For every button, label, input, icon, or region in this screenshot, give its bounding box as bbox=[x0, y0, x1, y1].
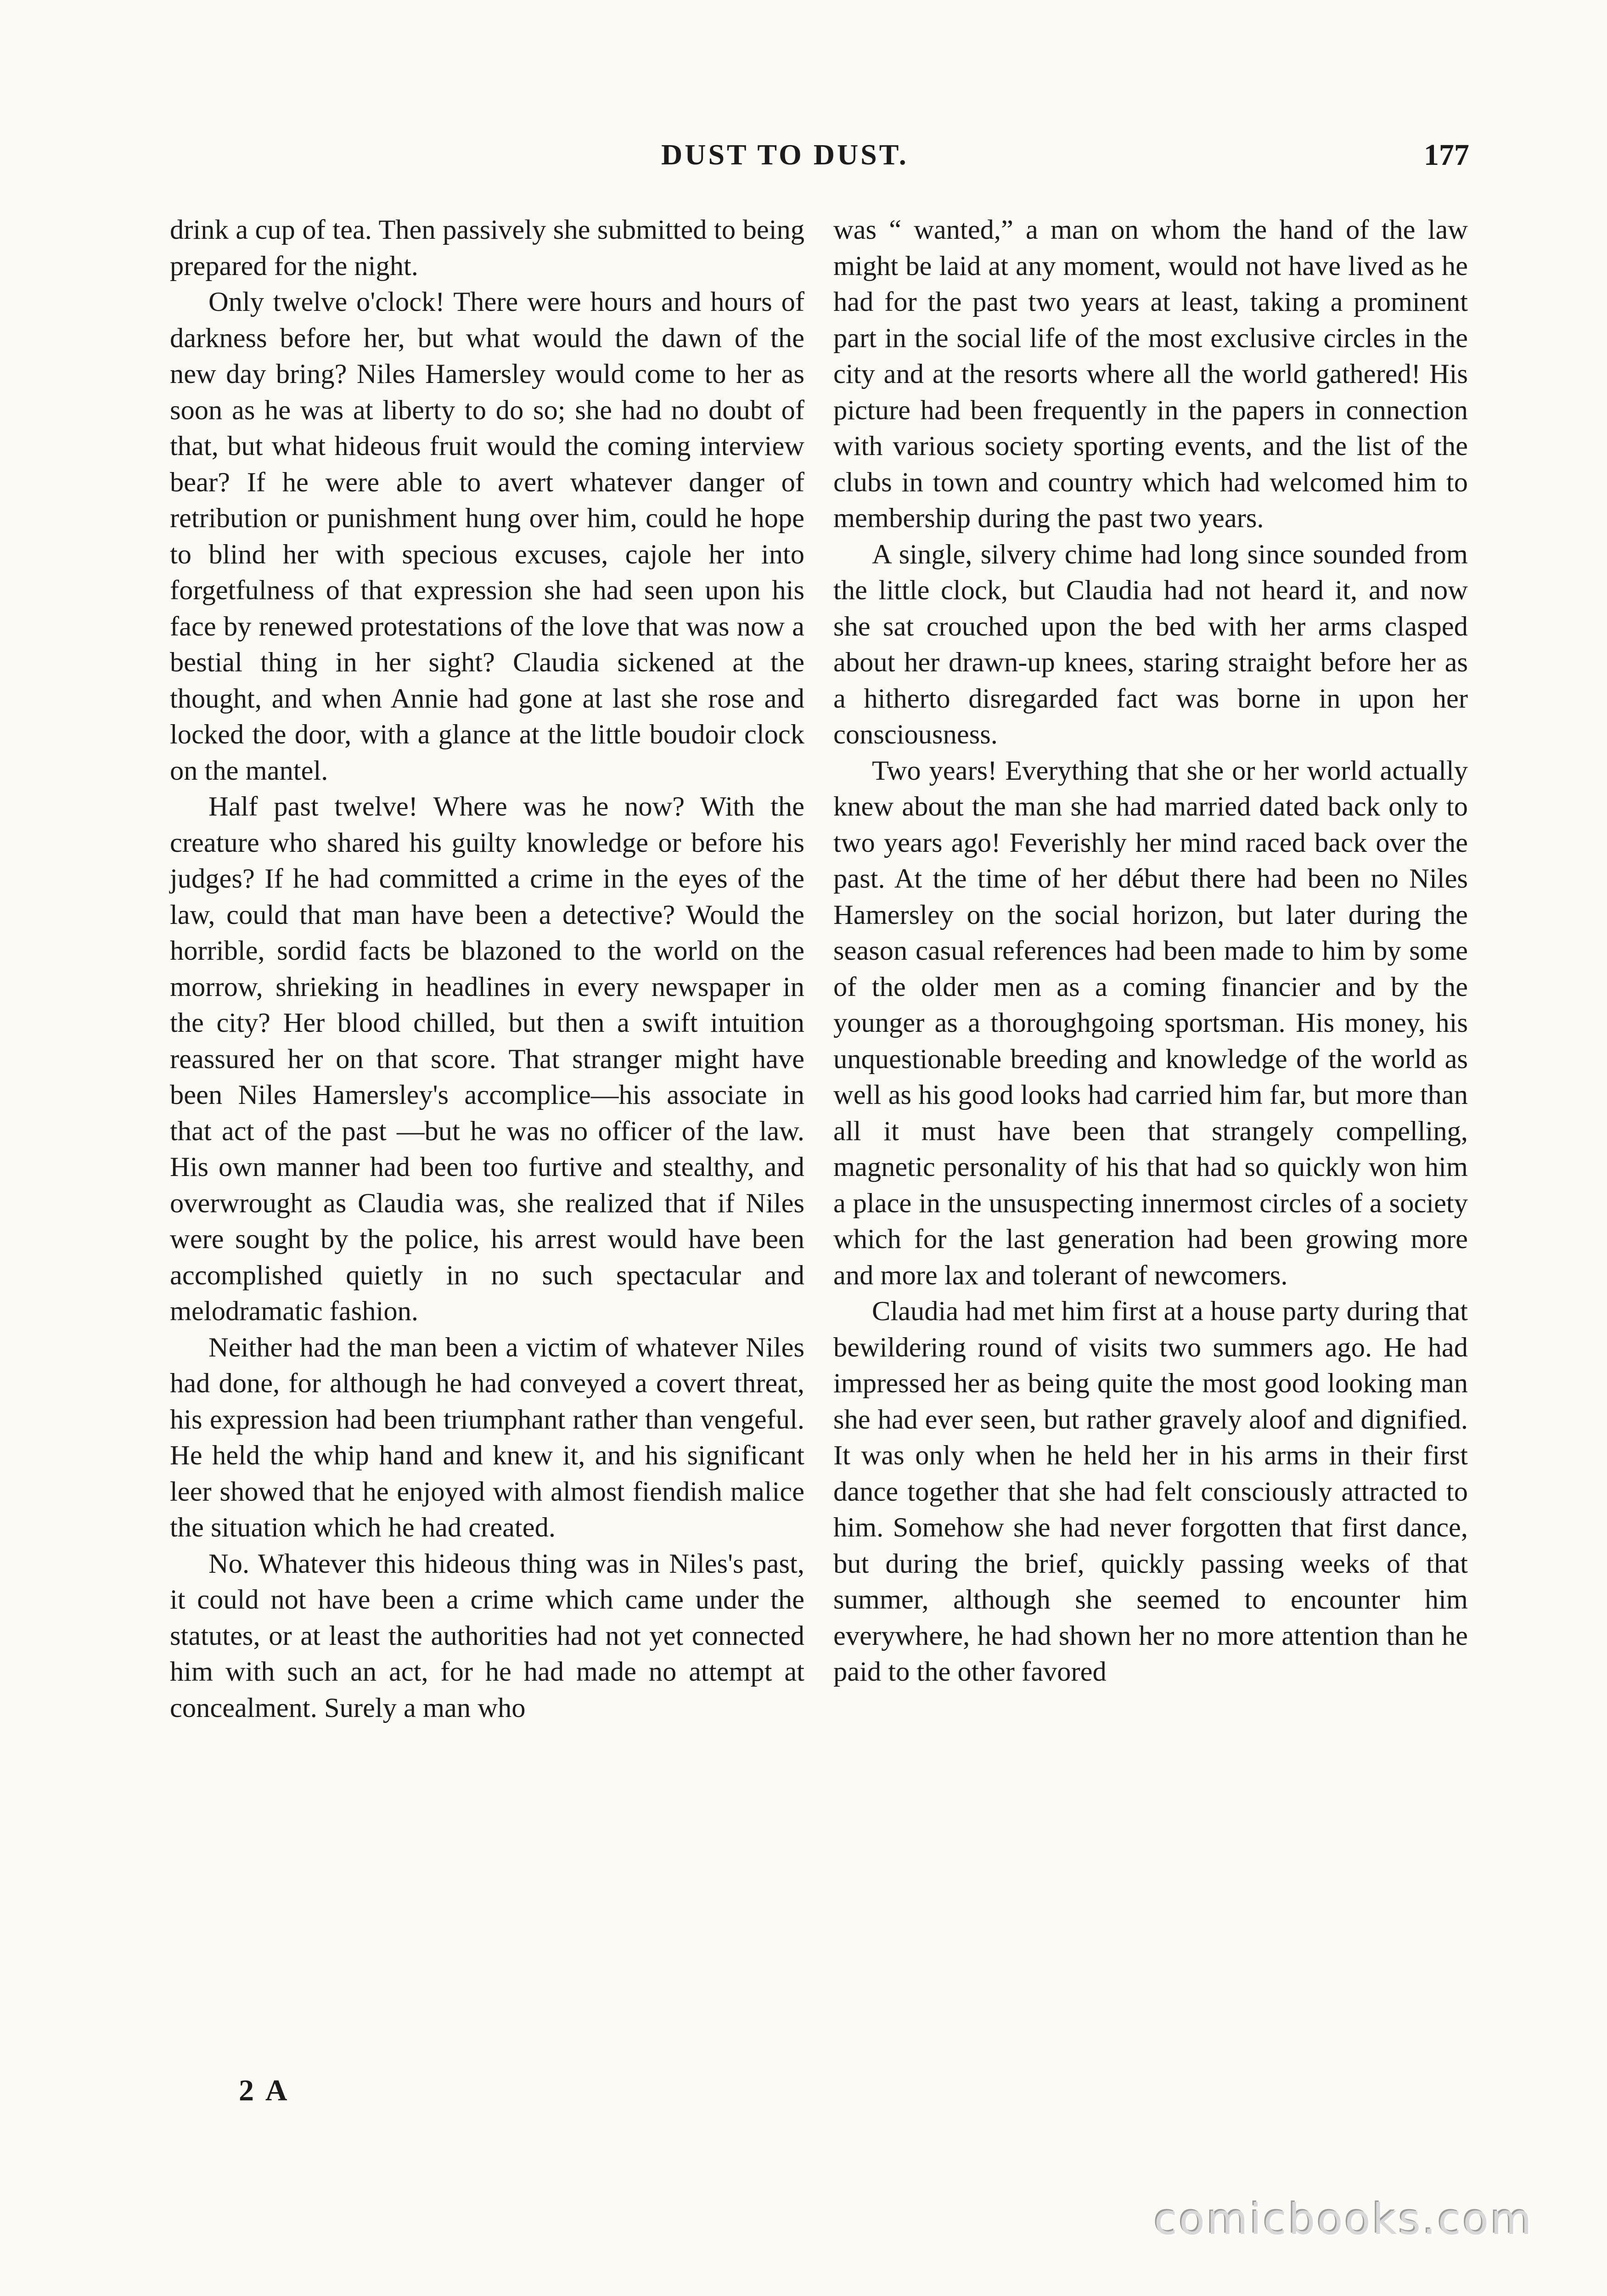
left-column bbox=[170, 212, 804, 1726]
page-header bbox=[661, 138, 1469, 193]
printer-signature-mark: 2 A bbox=[239, 2074, 290, 2107]
paragraph: No. Whatever this hideous thing was in Niles's past, it could not have been a crime which came under the statutes, or at least the authorities had not yet connected him with such an act, for he had made no attempt at concealment. Surely a man who bbox=[170, 1548, 804, 1723]
paragraph: Two years! Everything that she or her world actually knew about the man she had married dated back only to two years ago! Feverishly her mind raced back over the past. At the time of her début there had been no Niles Hamersley on the social horizon, but later during the season casual references had been made to him by some of the older men as a coming financier and by the younger as a thoroughgoing sportsman. His money, his unquestionable breeding and knowledge of the world as well as his good looks had carried him far, but more than all it must have been that strangely compelling, magnetic personality of his that had so quickly won him a place in the unsuspecting innermost circles of a society which for the last generation had been growing more and more lax and tolerant of newcomers. bbox=[833, 755, 1468, 1291]
right-column bbox=[833, 212, 1468, 1690]
page-number: 177 bbox=[1424, 138, 1469, 172]
paragraph: Neither had the man been a victim of whatever Niles had done, for although he had conveyed a covert threat, his expression had been triumphant rather than vengeful. He held the whip hand and knew it, and his significant leer showed that he enjoyed with almost fiendish malice the situation which he had created. bbox=[170, 1332, 804, 1543]
paragraph: Claudia had met him first at a house party during that bewildering round of visits two summers ago. He had impressed her as being quite the most good looking man she had ever seen, but rather gravely aloof and dignified. It was only when he held her in his arms in their first dance together that she had felt consciously attracted to him. Somehow she had never forgotten that first dance, but during the brief, quickly passing weeks of that summer, although she seemed to encounter him everywhere, he had shown her no more attention than he paid to the other favored bbox=[833, 1296, 1468, 1687]
source-watermark: comicbooks.com bbox=[1154, 2195, 1534, 2244]
paragraph: Only twelve o'clock! There were hours and hours of darkness before her, but what would the dawn of the new day bring? Niles Hamersley would come to her as soon as he was at liberty to do so; she had no doubt of that, but what hideous fruit would the coming interview bear? If he were able to avert whatever danger of retribution or punishment hung over him, could he hope to blind her with specious excuses, cajole her into forgetfulness of that expression she had seen upon his face by renewed protestations of the love that was now a bestial thing in her sight? Claudia sickened at the thought, and when Annie had gone at last she rose and locked the door, with a glance at the little boudoir clock on the mantel. bbox=[170, 287, 804, 786]
paragraph: was “ wanted,” a man on whom the hand of the law might be laid at any moment, would not have lived as he had for the past two years at least, taking a prominent part in the social life of the most exclusive circles in the city and at the resorts where all the world gathered! His picture had been frequently in the papers in connection with various society sporting events, and the list of the clubs in town and country which had welcomed him to membership during the past two years. bbox=[833, 214, 1468, 534]
paragraph: A single, silvery chime had long since sounded from the little clock, but Claudia had not heard it, and now she sat crouched upon the bed with her arms clasped about her drawn-up knees, staring straight before her as a hitherto disregarded fact was borne in upon her consciousness. bbox=[833, 539, 1468, 750]
running-head: DUST TO DUST. bbox=[661, 138, 909, 171]
paragraph: drink a cup of tea. Then passively she submitted to being prepared for the night. bbox=[170, 214, 804, 281]
paragraph: Half past twelve! Where was he now? With the creature who shared his guilty knowledge or before his judges? If he had committed a crime in the eyes of the law, could that man have been a detective? Would the horrible, sordid facts be blazoned to the world on the morrow, shrieking in headlines in every newspaper in the city? Her blood chilled, but then a swift intuition reassured her on that score. That stranger might have been Niles Hamersley's accomplice—his associate in that act of the past —but he was no officer of the law. His own manner had been too furtive and stealthy, and overwrought as Claudia was, she realized that if Niles were sought by the police, his arrest would have been accomplished quietly in no such spectacular and melodramatic fashion. bbox=[170, 791, 804, 1327]
